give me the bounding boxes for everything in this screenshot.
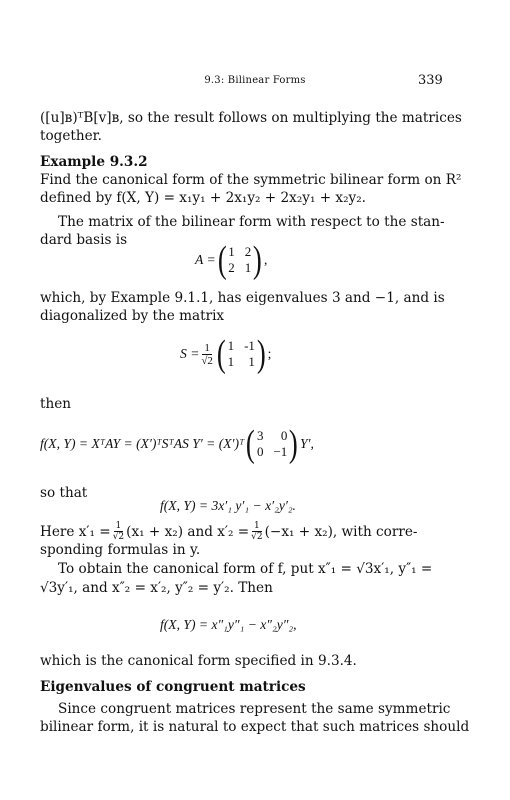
matrix-s-cell: 1 xyxy=(227,338,235,353)
fraction-denominator: √2 xyxy=(251,532,263,542)
example-heading: Example 9.3.2 xyxy=(40,154,148,170)
eq-s-lhs: S = xyxy=(180,346,200,361)
text-line-2: together. xyxy=(40,128,102,144)
matrix-d-cell: 0 xyxy=(280,428,288,443)
matrix-s-cell: 1 xyxy=(248,354,255,369)
left-paren: ( xyxy=(216,333,226,375)
left-paren: ( xyxy=(217,239,227,281)
matrix-s xyxy=(215,333,268,375)
equation-matrix-a xyxy=(195,240,267,280)
eq-f-lhs: f(X, Y) = XᵀAY = (X′)ᵀSᵀAS Y′ = (X′)ᵀ xyxy=(40,436,245,451)
text-line-11 xyxy=(40,521,417,542)
matrix-s-cell: 1 xyxy=(227,354,235,369)
equation-canonical-2: f(X, Y) = x″₁y″₁ − x″₂y″₂, xyxy=(160,617,297,632)
text-line-9: then xyxy=(40,396,72,412)
text-line-7: which, by Example 9.1.1, has eigenvalues 3 and −1, and is xyxy=(40,290,445,306)
section-heading: Eigenvalues of congruent matrices xyxy=(40,679,306,695)
text-line-16: Since congruent matrices represent the same symmetric xyxy=(58,701,451,717)
text-line-11-part-b: (x₁ + x₂) and x′₂ = xyxy=(126,523,250,540)
equation-matrix-s xyxy=(180,334,271,374)
matrix-s-cell: -1 xyxy=(244,338,255,353)
right-paren: ) xyxy=(256,333,266,375)
running-head: 9.3: Bilinear Forms xyxy=(204,75,306,86)
right-paren: ) xyxy=(253,239,263,281)
right-paren: ) xyxy=(289,423,299,465)
fraction-numerator: 1 xyxy=(115,521,122,531)
matrix-a-cell: 1 xyxy=(244,260,252,275)
fraction xyxy=(251,521,262,542)
text-line-1: ([u]ʙ)ᵀB[v]ʙ, so the result follows on multiplying the matrices xyxy=(40,110,462,126)
fraction xyxy=(113,521,124,542)
matrix-a-cell: 1 xyxy=(228,244,235,259)
matrix-d-cell: 3 xyxy=(256,428,264,443)
matrix-d-cell: −1 xyxy=(273,444,288,459)
text-line-5: The matrix of the bilinear form with respect to the stan- xyxy=(58,214,445,230)
text-line-4: defined by f(X, Y) = x₁y₁ + 2x₁y₂ + 2x₂y₁ + x₂y₂. xyxy=(40,190,366,206)
text-line-13: To obtain the canonical form of f, put x″₁ = √3x′₁, y″₁ = xyxy=(58,561,433,577)
page-number: 339 xyxy=(418,73,443,88)
eq-a-lhs: A = xyxy=(195,252,216,267)
text-line-8: diagonalized by the matrix xyxy=(40,308,225,324)
fraction xyxy=(201,342,213,367)
equation-diagonalization xyxy=(40,424,314,464)
text-line-6: dard basis is xyxy=(40,232,128,248)
fraction-denominator: √2 xyxy=(112,532,125,542)
text-line-14: √3y′₁, and x″₂ = x′₂, y″₂ = y′₂. Then xyxy=(40,580,273,596)
fraction-numerator: 1 xyxy=(254,521,260,531)
text-line-11-part-c: (−x₁ + x₂), with corre- xyxy=(264,523,418,540)
equation-canonical-1: f(X, Y) = 3x′₁ y′₁ − x′₂y′₂. xyxy=(160,498,296,513)
text-line-10: so that xyxy=(40,485,88,501)
fraction-denominator: √2 xyxy=(201,354,213,367)
matrix-a-cell: 2 xyxy=(244,244,252,259)
eq-a-tail: , xyxy=(263,252,268,267)
fraction-numerator: 1 xyxy=(204,341,210,354)
eq-f-tail: Y′, xyxy=(299,436,314,451)
matrix-a xyxy=(216,239,264,281)
text-line-12: sponding formulas in y. xyxy=(40,542,201,558)
text-line-15: which is the canonical form specified in 9.3.4. xyxy=(40,653,357,669)
text-line-11-part-a: Here x′₁ = xyxy=(40,523,111,540)
matrix-d xyxy=(244,423,300,465)
eq-s-tail: ; xyxy=(267,346,272,361)
text-line-3: Find the canonical form of the symmetric bilinear form on R² xyxy=(40,172,462,188)
left-paren: ( xyxy=(246,423,256,465)
matrix-d-cell: 0 xyxy=(256,444,264,459)
text-line-17: bilinear form, it is natural to expect that such matrices should xyxy=(40,719,470,735)
matrix-a-cell: 2 xyxy=(228,260,235,275)
